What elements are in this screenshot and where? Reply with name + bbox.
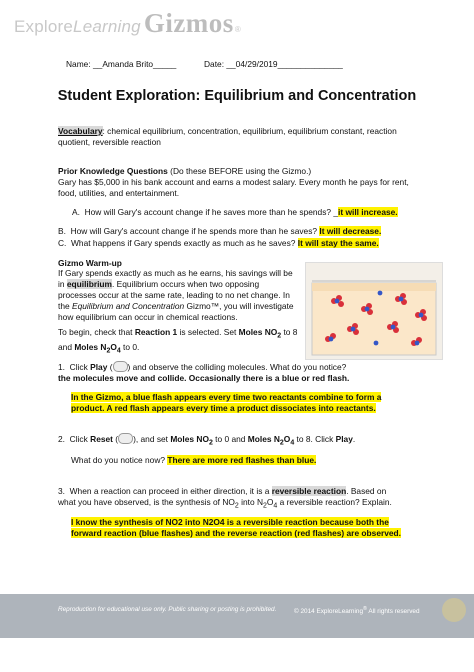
q2-moles-n2o4: Moles N: [247, 434, 280, 444]
prior-intro: Gary has $5,000 in his bank account and earns a modest salary. Every month he pays for rent, food, utilities, and entertainment.: [58, 177, 409, 198]
q1-text-c: ) and observe the colliding molecules. What do you notice?: [127, 362, 347, 372]
footer-rights: All rights reserved: [366, 608, 420, 616]
q3-text-e: a reversible reaction? Explain.: [277, 497, 392, 507]
q2-reset-label: Reset: [90, 434, 113, 444]
footer-copyright: [294, 606, 420, 615]
q3-sub1: 2: [234, 502, 239, 510]
q3-answer-text: I know the synthesis of NO2 into N2O4 is a reversible reaction because both the forward reaction (blue flashes) and the reverse reaction (red flashes) are observed.: [71, 517, 401, 538]
q2-prompt: What do you notice now?: [71, 455, 168, 465]
warmup-p1-a: If Gary spends exactly as much as he earns, his savings will be in: [58, 268, 293, 289]
question-a-text: How will Gary's account change if he saves more than he spends? _: [84, 207, 339, 217]
question-a-letter: A.: [72, 207, 80, 217]
q2-sub2: 2: [279, 439, 284, 447]
brand-gizmos: Gizmos: [143, 8, 234, 38]
date-value: __04/29/2019______________: [226, 59, 343, 69]
q1-answer-1: the molecules move and collide. Occasionally there is a blue or red flash.: [58, 373, 350, 383]
moles-no2-label: Moles NO: [238, 327, 278, 337]
question-b-letter: B.: [58, 226, 66, 236]
date-label: Date:: [204, 59, 225, 69]
vocabulary-text: : chemical equilibrium, concentration, equilibrium, equilibrium constant, reaction quotient, reversible reaction: [58, 126, 397, 147]
question-c-letter: C.: [58, 238, 67, 248]
q2-text-a: Click: [69, 434, 91, 444]
q3-text-d: O: [266, 497, 274, 507]
explorelearning-gizmos-logo: [14, 8, 241, 38]
explorelearning-badge-icon: [442, 598, 466, 622]
footer-reg: ®: [363, 606, 367, 612]
date-line: [204, 59, 343, 70]
sub-4: 4: [116, 347, 121, 355]
q3-sub2: 2: [263, 502, 267, 510]
warmup-p1-c: Gizmo™, you will investigate how equilibrium can occur in chemical reactions.: [58, 301, 294, 322]
q3-text-c: into N: [238, 497, 264, 507]
page-title: Student Exploration: Equilibrium and Concentration: [57, 88, 417, 104]
q1-number: 1.: [58, 362, 65, 372]
vocabulary-label: Vocabulary: [58, 126, 103, 136]
question-c: [58, 238, 438, 249]
prior-heading-note: (Do these BEFORE using the Gizmo.): [167, 166, 312, 176]
q2-text-d: to 0 and: [212, 434, 248, 444]
sub-2: 2: [277, 332, 282, 340]
q2-text-f: .: [352, 434, 356, 444]
brand-reg: ®: [234, 25, 241, 34]
question-b-text: How will Gary's account change if he spends more than he saves?: [70, 226, 318, 236]
q3-number: 3.: [58, 486, 65, 496]
footer-copyright-text: © 2014 ExploreLearning: [294, 608, 364, 616]
beaker-illustration: [306, 263, 442, 359]
question-3: [58, 486, 403, 512]
term-reversible-reaction: reversible reaction: [271, 486, 347, 496]
q2-play-label: Play: [335, 434, 353, 444]
question-a: [72, 207, 432, 218]
q1-text-a: Click: [69, 362, 91, 372]
q2-o: O: [283, 434, 291, 444]
q2-number: 2.: [58, 434, 65, 444]
q3-text-a: When a reaction can proceed in either direction, it is a: [69, 486, 272, 496]
q2-text-e: to 8. Click: [294, 434, 336, 444]
q2-text-c: ), and set: [133, 434, 171, 444]
warmup-p1-b: . Equilibrium occurs when two opposing processes occur at the same rate, leading to no net change. In the: [58, 279, 290, 311]
q1-answer-2-text: In the Gizmo, a blue flash appears every time two reactants combine to form a product. A red flash appears every time a product dissociates into reactants.: [71, 392, 382, 413]
q1-play-label: Play: [90, 362, 108, 372]
q2-prompt-answer: [71, 455, 431, 466]
brand-learning: Learning: [73, 17, 141, 36]
student-name-line: [66, 59, 176, 70]
page-footer: [0, 594, 474, 638]
q3-answer: [71, 517, 411, 539]
q2-moles-no2: Moles NO: [170, 434, 209, 444]
gizmo-beaker-image: [305, 262, 443, 360]
prior-heading: Prior Knowledge Questions: [58, 166, 168, 176]
question-1: [58, 362, 438, 373]
gizmo-name-italic: Equilibrium and Concentration: [71, 301, 185, 311]
question-b: [58, 226, 438, 237]
name-value: __Amanda Brito_____: [93, 59, 177, 69]
warmup-p2-a: To begin, check that: [58, 327, 135, 337]
footer-left-text: Reproduction for educational use only. Public sharing or posting is prohibited.: [58, 606, 277, 613]
question-c-answer: It will stay the same.: [297, 238, 379, 248]
question-c-text: What happens if Gary spends exactly as much as he saves?: [71, 238, 296, 248]
q1-answer-2: [71, 392, 411, 414]
q3-sub3: 4: [273, 502, 278, 510]
warmup-heading: Gizmo Warm-up: [58, 258, 122, 268]
o-letter: O: [110, 341, 117, 352]
warmup-p2-c: is selected. Set: [177, 327, 239, 337]
warmup-p2-e: to 0.: [120, 341, 140, 352]
term-equilibrium: equilibrium: [66, 279, 112, 289]
q1-text-b: (: [107, 362, 113, 372]
sub-2b: 2: [106, 347, 111, 355]
name-label: Name:: [66, 59, 91, 69]
warmup-p2-d: to 8 and: [58, 327, 298, 352]
brand-explore: Explore: [14, 17, 74, 36]
warmup-paragraph-2: [58, 327, 298, 356]
reaction-1-label: Reaction 1: [134, 327, 178, 337]
q2-text-b: (: [112, 434, 119, 444]
warmup-paragraph-1: [58, 268, 298, 323]
play-icon: [113, 361, 128, 372]
q3-text-b: . Based on what you have observed, is the synthesis of NO: [58, 486, 387, 507]
q2-sub3: 4: [290, 439, 295, 447]
vocabulary: [58, 126, 418, 148]
reset-icon: [118, 433, 133, 444]
moles-n2o4-label: Moles N: [74, 341, 107, 352]
question-2: [58, 434, 448, 449]
question-b-answer: It will decrease.: [319, 226, 382, 236]
q2-sub1: 2: [208, 439, 213, 447]
question-a-answer: it will increase.: [338, 207, 398, 217]
prior-knowledge-heading: [58, 166, 418, 177]
q2-answer: There are more red flashes than blue.: [167, 455, 317, 465]
